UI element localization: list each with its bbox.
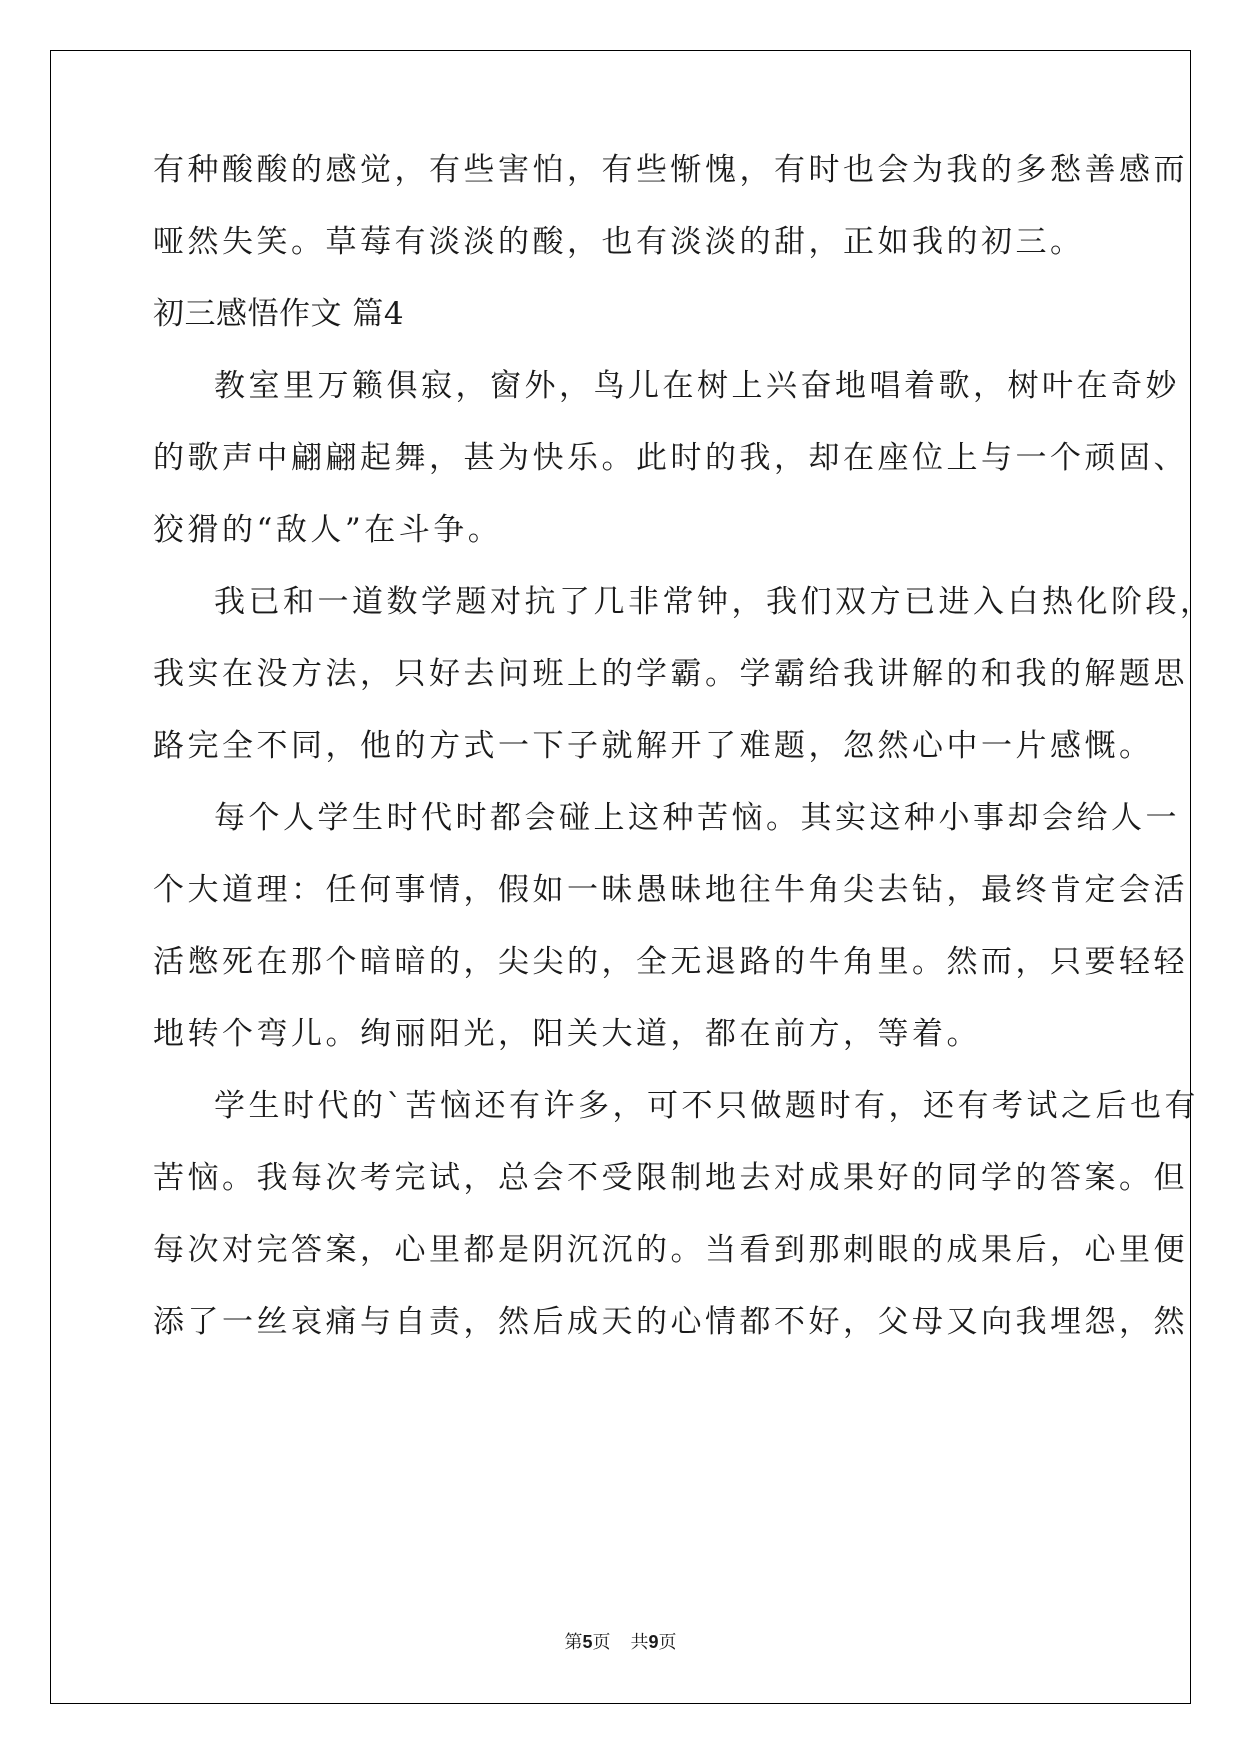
text-line: 每次对完答案，心里都是阴沉沉的。当看到那刺眼的成果后，心里便 xyxy=(153,1232,1188,1268)
text-line: 路完全不同，他的方式一下子就解开了难题，忽然心中一片感慨。 xyxy=(153,728,1154,764)
total-page-number: 9 xyxy=(648,1632,659,1652)
text-line: 每个人学生时代时都会碰上这种苦恼。其实这种小事却会给人一 xyxy=(214,800,1180,836)
text-line: 哑然失笑。草莓有淡淡的酸，也有淡淡的甜，正如我的初三。 xyxy=(153,224,1085,260)
text-line: 我实在没方法，只好去问班上的学霸。学霸给我讲解的和我的解题思 xyxy=(153,656,1188,692)
text-line: 教室里万籁俱寂，窗外，鸟儿在树上兴奋地唱着歌，树叶在奇妙 xyxy=(214,368,1180,404)
text-line: 添了一丝哀痛与自责，然后成天的心情都不好，父母又向我埋怨，然 xyxy=(153,1304,1188,1340)
text-line: 活憋死在那个暗暗的，尖尖的，全无退路的牛角里。然而，只要轻轻 xyxy=(153,944,1188,980)
text-line: 地转个弯儿。绚丽阳光，阳关大道，都在前方，等着。 xyxy=(153,1016,981,1052)
footer-total-prefix: 共 xyxy=(630,1632,649,1653)
text-line: 的歌声中翩翩起舞，甚为快乐。此时的我，却在座位上与一个顽固、 xyxy=(153,440,1188,476)
text-line: 个大道理：任何事情，假如一昧愚昧地往牛角尖去钻，最终肯定会活 xyxy=(153,872,1188,908)
footer-prefix: 第 xyxy=(564,1632,583,1653)
text-line: 有种酸酸的感觉，有些害怕，有些惭愧，有时也会为我的多愁善感而 xyxy=(153,152,1188,188)
text-line: 学生时代的`苦恼还有许多，可不只做题时有，还有考试之后也有 xyxy=(214,1088,1199,1124)
footer-page-suffix: 页 xyxy=(592,1632,611,1653)
page-footer xyxy=(0,1628,1241,1654)
footer-total-suffix: 页 xyxy=(658,1632,677,1653)
section-heading: 初三感悟作文 篇4 xyxy=(153,296,405,332)
current-page-number: 5 xyxy=(582,1632,593,1652)
text-line: 苦恼。我每次考完试，总会不受限制地去对成果好的同学的答案。但 xyxy=(153,1160,1188,1196)
text-line: 狡猾的“敌人”在斗争。 xyxy=(153,512,503,548)
text-line: 我已和一道数学题对抗了几非常钟，我们双方已进入白热化阶段， xyxy=(214,584,1215,620)
